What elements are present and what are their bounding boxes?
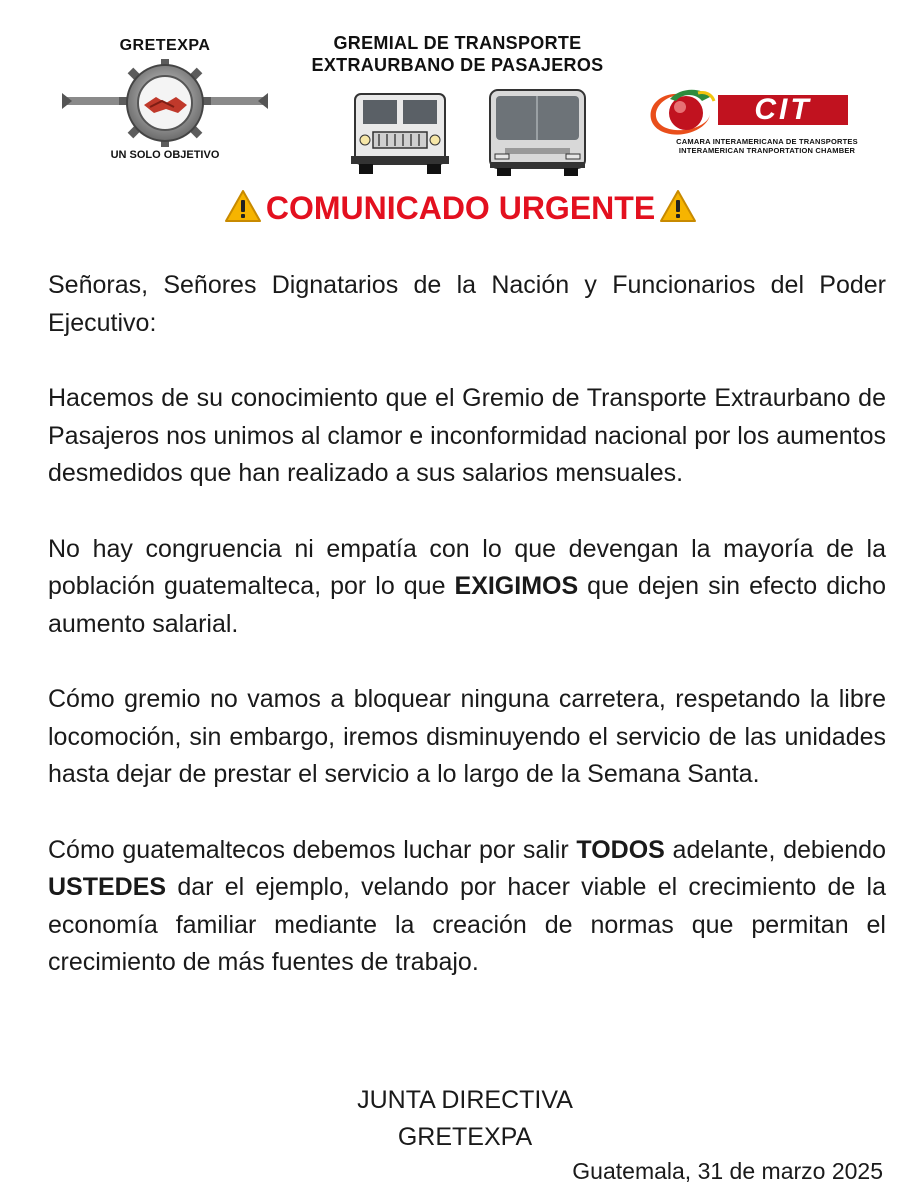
coach-front-icon <box>490 90 585 176</box>
header-title <box>270 32 645 76</box>
header-title-line1: GREMIAL DE TRANSPORTE <box>333 33 582 53</box>
cit-subtitle-en: INTERAMERICAN TRANPORTATION CHAMBER <box>678 146 856 155</box>
header-title-line2: EXTRAURBANO DE PASAJEROS <box>311 55 604 75</box>
paragraph-3 <box>48 531 886 644</box>
buses-image <box>345 88 595 178</box>
cit-logo <box>640 85 890 175</box>
paragraph-5-text-end: dar el ejemplo, velando por hacer viable el crecimiento de la economía familiar mediante la creación de normas que permitan el crecimiento de más fuentes de trabajo. <box>48 873 886 976</box>
paragraph-2: Hacemos de su conocimiento que el Gremio de Transporte Extraurbano de Pasajeros nos unimos al clamor e inconformidad nacional por los aumentos desmedidos que han realizado a sus salarios mensuales. <box>48 384 886 487</box>
paragraph-4: Cómo gremio no vamos a bloquear ninguna carretera, respetando la libre locomoción, sin embargo, iremos disminuyendo el servicio de las unidades hasta dejar de prestar el servicio a lo largo de la Semana Santa. <box>48 685 886 788</box>
document-date: Guatemala, 31 de marzo 2025 <box>572 1158 883 1184</box>
cit-wordmark: CIT <box>754 93 812 126</box>
emphasis-todos: TODOS <box>576 835 665 864</box>
gretexpa-motto: UN SOLO OBJETIVO <box>110 149 220 161</box>
gretexpa-logo-title: GRETEXPA <box>119 37 211 54</box>
signature-line1: JUNTA DIRECTIVA <box>357 1086 573 1114</box>
bus-front-icon <box>351 94 449 174</box>
warning-icon <box>224 189 262 223</box>
cit-subtitle-es: CAMARA INTERAMERICANA DE TRANSPORTES <box>676 137 858 146</box>
paragraph-5-text: Cómo guatemaltecos debemos luchar por salir <box>48 835 577 864</box>
paragraph-5-text-mid: adelante, debiendo <box>664 835 886 864</box>
paragraph-3-text-end: que dejen sin efecto dicho aumento salarial. <box>48 572 886 638</box>
paragraph-5 <box>48 832 886 982</box>
emphasis-ustedes: USTEDES <box>48 873 167 901</box>
urgent-title: COMUNICADO URGENTE <box>265 190 656 226</box>
paragraph-salutation: Señoras, Señores Dignatarios de la Nación y Funcionarios del Poder Ejecutivo: <box>48 271 886 337</box>
emphasis-exigimos: EXIGIMOS <box>454 572 579 600</box>
urgent-banner <box>0 187 921 229</box>
signature-line2: GRETEXPA <box>397 1123 533 1151</box>
gear-handshake-icon <box>60 57 270 149</box>
letter-body <box>48 267 886 1020</box>
gretexpa-logo <box>55 35 275 185</box>
paragraph-3-text: No hay congruencia ni empatía con lo que devengan la mayoría de la población guatemalteca, por lo que <box>48 534 886 600</box>
warning-icon <box>659 189 697 223</box>
